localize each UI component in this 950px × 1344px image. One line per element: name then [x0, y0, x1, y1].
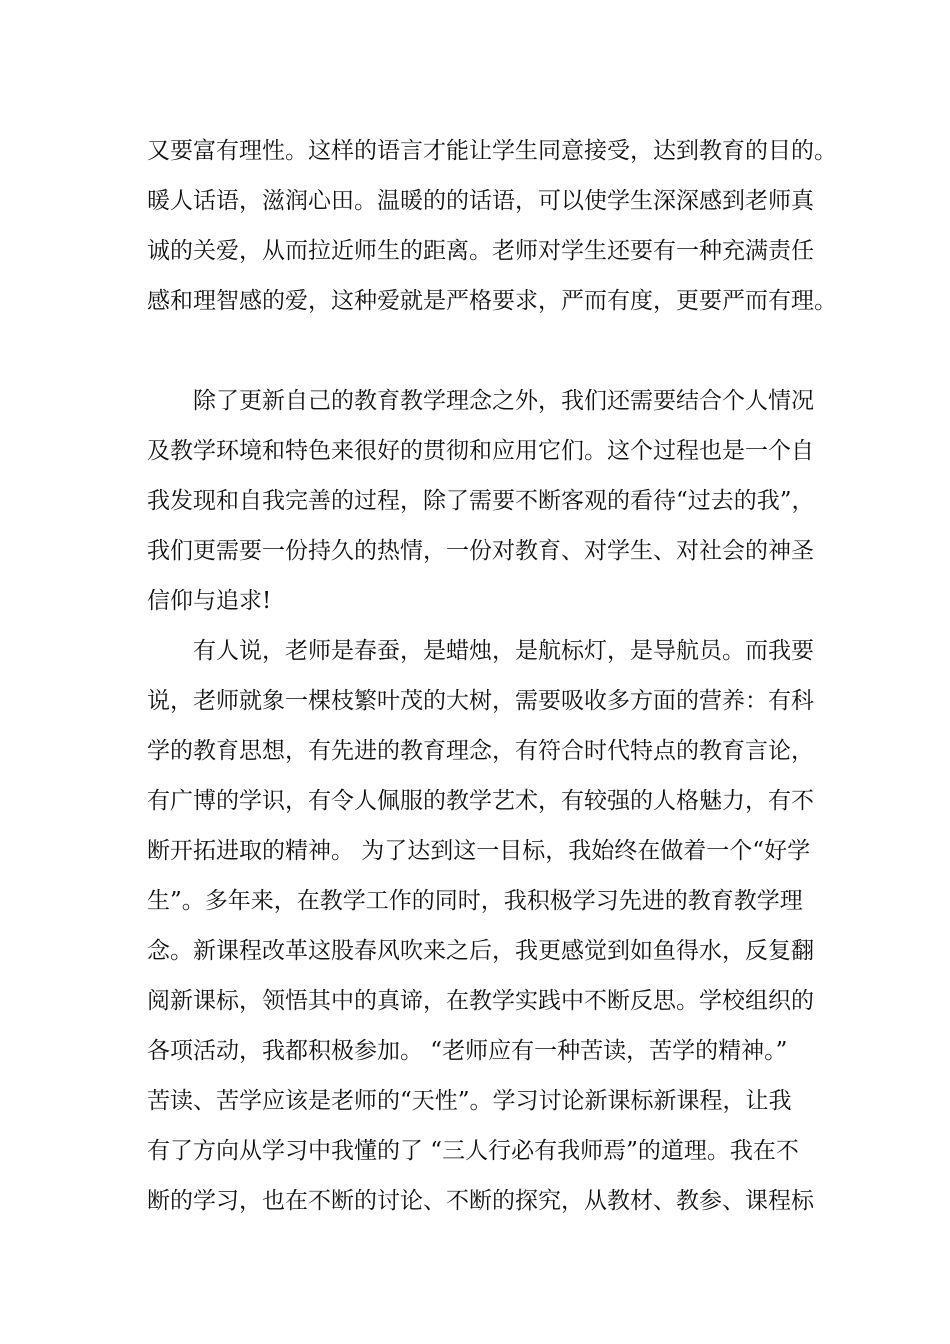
paragraph-first-line: 有人说，老师是春蚕，是蜡烛，是航标灯，是导航员。而我要 — [193, 638, 814, 664]
text-line: 断开拓进取的精神。 为了达到这一目标，我始终在做着一个“好学 — [147, 838, 811, 864]
text-line: 阅新课标，领悟其中的真谛，在教学实践中不断反思。学校组织的 — [147, 988, 814, 1014]
text-line: 感和理智感的爱，这种爱就是严格要求，严而有度，更要严而有理。 — [147, 288, 837, 314]
text-line: 诚的关爱，从而拉近师生的距离。老师对学生还要有一种充满责任 — [147, 238, 814, 264]
text-line: 苦读、苦学应该是老师的“天性”。学习讨论新课标新课程，让我 — [147, 1088, 792, 1114]
text-line: 有了方向从学习中我懂的了 “三人行必有我师焉”的道理。我在不 — [147, 1138, 799, 1164]
text-line: 学的教育思想，有先进的教育理念，有符合时代特点的教育言论， — [147, 738, 814, 764]
text-line: 我发现和自我完善的过程，除了需要不断客观的看待“过去的我”， — [147, 488, 815, 514]
text-line: 各项活动，我都积极参加。 “老师应有一种苦读，苦学的精神。” — [147, 1038, 788, 1064]
paragraph-first-line: 除了更新自己的教育教学理念之外，我们还需要结合个人情况 — [193, 388, 814, 414]
text-line: 我们更需要一份持久的热情，一份对教育、对学生、对社会的神圣 — [147, 538, 814, 564]
text-line: 信仰与追求! — [147, 588, 272, 614]
text-line: 及教学环境和特色来很好的贯彻和应用它们。这个过程也是一个自 — [147, 438, 814, 464]
text-line: 暖人话语，滋润心田。温暖的的话语，可以使学生深深感到老师真 — [147, 188, 814, 214]
text-line: 生”。多年来，在教学工作的同时，我积极学习先进的教育教学理 — [147, 888, 803, 914]
text-line: 断的学习，也在不断的讨论、不断的探究，从教材、教参、课程标 — [147, 1188, 814, 1214]
text-line: 说，老师就象一棵枝繁叶茂的大树，需要吸收多方面的营养：有科 — [147, 688, 814, 714]
text-line: 有广博的学识，有令人佩服的教学艺术，有较强的人格魅力，有不 — [147, 788, 814, 814]
text-line: 又要富有理性。这样的语言才能让学生同意接受，达到教育的目的。 — [147, 138, 837, 164]
text-line: 念。新课程改革这股春风吹来之后，我更感觉到如鱼得水，反复翻 — [147, 938, 814, 964]
